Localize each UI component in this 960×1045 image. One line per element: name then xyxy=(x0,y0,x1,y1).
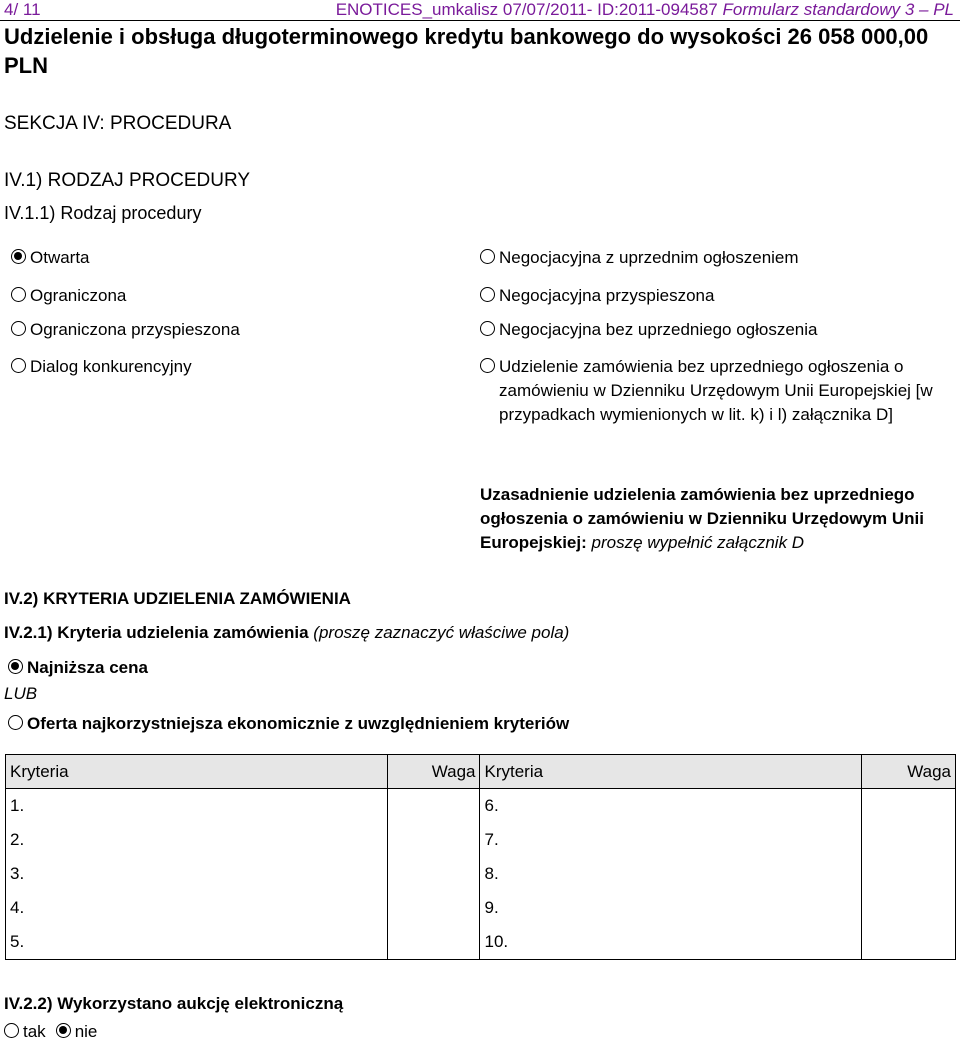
option-label: Ograniczona xyxy=(30,286,127,305)
document-id: ENOTICES_umkalisz 07/07/2011- ID:2011-094587 xyxy=(335,0,718,19)
radio-unchecked-icon[interactable] xyxy=(11,287,26,302)
criteria-subheading xyxy=(4,623,569,643)
table-cell[interactable]: 7. xyxy=(480,823,862,857)
table-cell[interactable] xyxy=(387,857,480,891)
column-header: Kryteria xyxy=(6,755,388,789)
option-label: Negocjacyjna bez uprzedniego ogłoszenia xyxy=(499,320,818,339)
table-row xyxy=(6,823,956,857)
table-row xyxy=(6,857,956,891)
option-udzielenie-bez-ogloszenia[interactable] xyxy=(480,355,955,427)
header-divider xyxy=(0,20,960,21)
option-ograniczona-przyspieszona[interactable] xyxy=(11,318,240,342)
document-title: Udzielenie i obsługa długoterminowego kredytu bankowego do wysokości 26 058 000,00 PLN xyxy=(4,24,929,78)
option-najnizsza-cena[interactable] xyxy=(8,656,148,680)
radio-unchecked-icon[interactable] xyxy=(11,358,26,373)
radio-unchecked-icon[interactable] xyxy=(480,249,495,264)
option-negocjacyjna-przyspieszona[interactable] xyxy=(480,284,714,308)
table-cell[interactable] xyxy=(387,823,480,857)
option-label: Najniższa cena xyxy=(27,658,148,677)
option-oferta-najkorzystniejsza[interactable] xyxy=(8,712,569,736)
radio-unchecked-icon[interactable] xyxy=(480,287,495,302)
table-cell[interactable] xyxy=(387,789,480,824)
table-row xyxy=(6,891,956,925)
option-otwarta[interactable] xyxy=(11,246,90,270)
table-cell[interactable] xyxy=(862,891,956,925)
option-dialog-konkurencyjny[interactable] xyxy=(11,355,192,379)
radio-checked-icon[interactable] xyxy=(8,659,23,674)
table-cell[interactable]: 2. xyxy=(6,823,388,857)
radio-unchecked-icon[interactable] xyxy=(8,715,23,730)
procedure-subheading: IV.1.1) Rodzaj procedury xyxy=(4,203,202,223)
radio-checked-icon[interactable] xyxy=(56,1023,71,1038)
justification-hint: proszę wypełnić załącznik D xyxy=(591,533,805,552)
radio-unchecked-icon[interactable] xyxy=(11,321,26,336)
column-header: Waga xyxy=(862,755,956,789)
option-label: Oferta najkorzystniejsza ekonomicznie z uwzględnieniem kryteriów xyxy=(27,714,570,733)
criteria-heading: IV.2) KRYTERIA UDZIELENIA ZAMÓWIENIA xyxy=(4,589,351,608)
option-tak[interactable] xyxy=(4,1020,46,1044)
justification-label: Uzasadnienie udzielenia zamówienia bez uprzedniego ogłoszenia o zamówieniu w Dzienniku Urzędowym Unii Europejskiej: xyxy=(480,485,924,552)
table-cell[interactable]: 10. xyxy=(480,925,862,960)
column-header: Kryteria xyxy=(480,755,862,789)
or-label: LUB xyxy=(4,684,38,703)
table-cell[interactable]: 4. xyxy=(6,891,388,925)
justification-block xyxy=(480,483,950,555)
criteria-subheading-title: IV.2.1) Kryteria udzielenia zamówienia xyxy=(4,623,309,642)
table-cell[interactable]: 5. xyxy=(6,925,388,960)
form-type: Formularz standardowy 3 – PL xyxy=(722,0,954,19)
radio-checked-icon[interactable] xyxy=(11,249,26,264)
option-label: Udzielenie zamówienia bez uprzedniego ogłoszenia o zamówieniu w Dzienniku Urzędowym Unii Europejskiej [w przypadkach wymienionych w lit. k) i l) załącznika D] xyxy=(499,357,933,424)
page-number: 4/ 11 xyxy=(4,0,41,19)
table-cell[interactable]: 9. xyxy=(480,891,862,925)
option-label: Dialog konkurencyjny xyxy=(30,357,192,376)
radio-unchecked-icon[interactable] xyxy=(480,358,495,373)
section-heading: SEKCJA IV: PROCEDURA xyxy=(4,113,232,134)
table-cell[interactable] xyxy=(387,925,480,960)
header-info xyxy=(336,0,954,20)
option-label: tak xyxy=(23,1022,46,1041)
option-label: Negocjacyjna przyspieszona xyxy=(499,286,715,305)
auction-heading: IV.2.2) Wykorzystano aukcję elektroniczną xyxy=(4,994,344,1013)
criteria-table xyxy=(5,754,956,960)
radio-unchecked-icon[interactable] xyxy=(4,1023,19,1038)
option-label: nie xyxy=(74,1022,98,1041)
radio-unchecked-icon[interactable] xyxy=(480,321,495,336)
option-label: Ograniczona przyspieszona xyxy=(30,320,240,339)
table-cell[interactable] xyxy=(862,789,956,824)
table-cell[interactable]: 8. xyxy=(480,857,862,891)
table-cell[interactable] xyxy=(387,891,480,925)
column-header: Waga xyxy=(387,755,480,789)
option-nie[interactable] xyxy=(56,1020,98,1044)
table-row xyxy=(6,789,956,824)
table-cell[interactable]: 3. xyxy=(6,857,388,891)
table-cell[interactable]: 1. xyxy=(6,789,388,824)
criteria-subheading-hint: (proszę zaznaczyć właściwe pola) xyxy=(313,623,570,642)
table-cell[interactable] xyxy=(862,823,956,857)
procedure-type-heading: IV.1) RODZAJ PROCEDURY xyxy=(4,170,250,191)
option-ograniczona[interactable] xyxy=(11,284,126,308)
option-label: Otwarta xyxy=(30,248,90,267)
option-negocjacyjna-z-ogloszeniem[interactable] xyxy=(480,246,799,270)
table-cell[interactable] xyxy=(862,925,956,960)
option-label: Negocjacyjna z uprzednim ogłoszeniem xyxy=(499,248,799,267)
auction-options xyxy=(4,1020,97,1044)
table-cell[interactable] xyxy=(862,857,956,891)
option-negocjacyjna-bez-ogloszenia[interactable] xyxy=(480,318,818,342)
table-row xyxy=(6,925,956,960)
table-cell[interactable]: 6. xyxy=(480,789,862,824)
table-header-row xyxy=(6,755,956,789)
